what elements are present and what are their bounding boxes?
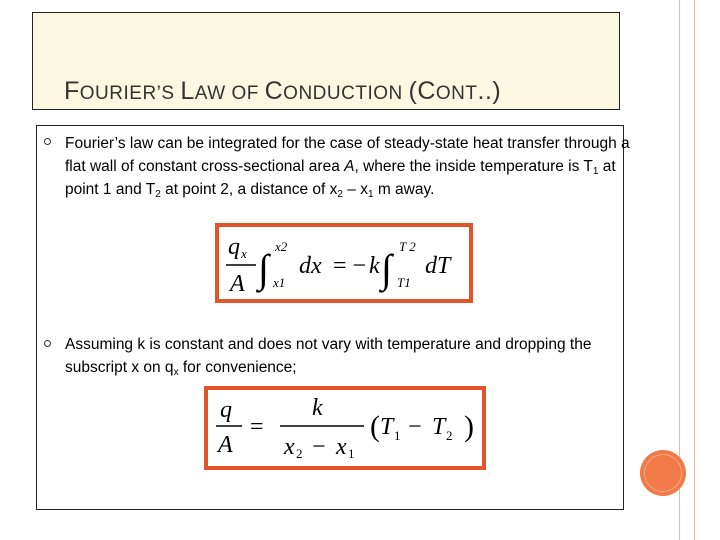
eq1-q-sub: x — [241, 246, 247, 261]
integral-equation — [219, 227, 469, 299]
fraction-equation — [208, 390, 482, 466]
eq2-right-paren: ) — [464, 410, 474, 443]
eq2-minus: − — [312, 434, 326, 460]
bullet-circle-icon — [44, 340, 51, 347]
eq2-A: A — [218, 432, 233, 458]
bullet-text-1: Fourier’s law can be integrated for the case of steady-state heat transfer through a flat wall of constant cross-sectional area A, where the inside temperature is $T_1$ at point 1 and $T_2$ at point 2, a distance of $x_2 - x_1$ m away. — [65, 135, 630, 200]
eq2-q: q — [220, 397, 232, 423]
eq1-k: k — [369, 253, 380, 279]
eq2-T1: T — [380, 414, 394, 440]
eq2-k: k — [312, 395, 323, 421]
eq1-dx: dx — [299, 253, 322, 279]
eq1-equals-minus: = − — [333, 253, 367, 279]
eq1-lower-1: x1 — [273, 275, 286, 290]
decorative-circle — [640, 450, 686, 496]
eq2-left-paren: ( — [370, 410, 380, 443]
eq1-integral-1: ∫ — [258, 246, 269, 291]
eq2-T2-sub: 2 — [446, 428, 453, 443]
equation-box-integral — [215, 223, 473, 303]
eq2-equals: = — [250, 414, 264, 440]
eq1-q: q — [228, 234, 240, 260]
eq2-x2: x — [284, 434, 295, 460]
equation-box-fraction — [204, 386, 486, 470]
eq2-minus-2: − — [408, 414, 422, 440]
eq1-upper-2: T 2 — [399, 239, 416, 254]
eq2-T1-sub: 1 — [394, 428, 401, 443]
eq1-upper-1: x2 — [275, 239, 288, 254]
bullet-text-2: Assuming k is constant and does not vary with temperature and dropping the subscript x on $q_x$ for convenience; — [65, 336, 592, 378]
eq2-T2: T — [432, 414, 446, 440]
slide-title: FOURIER’S LAW OF CONDUCTION (CONT..) — [64, 77, 502, 105]
eq2-x1-sub: 1 — [348, 446, 355, 461]
eq2-x2-sub: 2 — [296, 446, 303, 461]
eq1-dT: dT — [425, 253, 451, 279]
bullet-circle-icon — [44, 138, 51, 145]
eq2-x1: x — [336, 434, 347, 460]
eq1-lower-2: T1 — [397, 275, 411, 290]
eq1-A: A — [230, 271, 245, 297]
eq1-integral-2: ∫ — [381, 246, 392, 291]
